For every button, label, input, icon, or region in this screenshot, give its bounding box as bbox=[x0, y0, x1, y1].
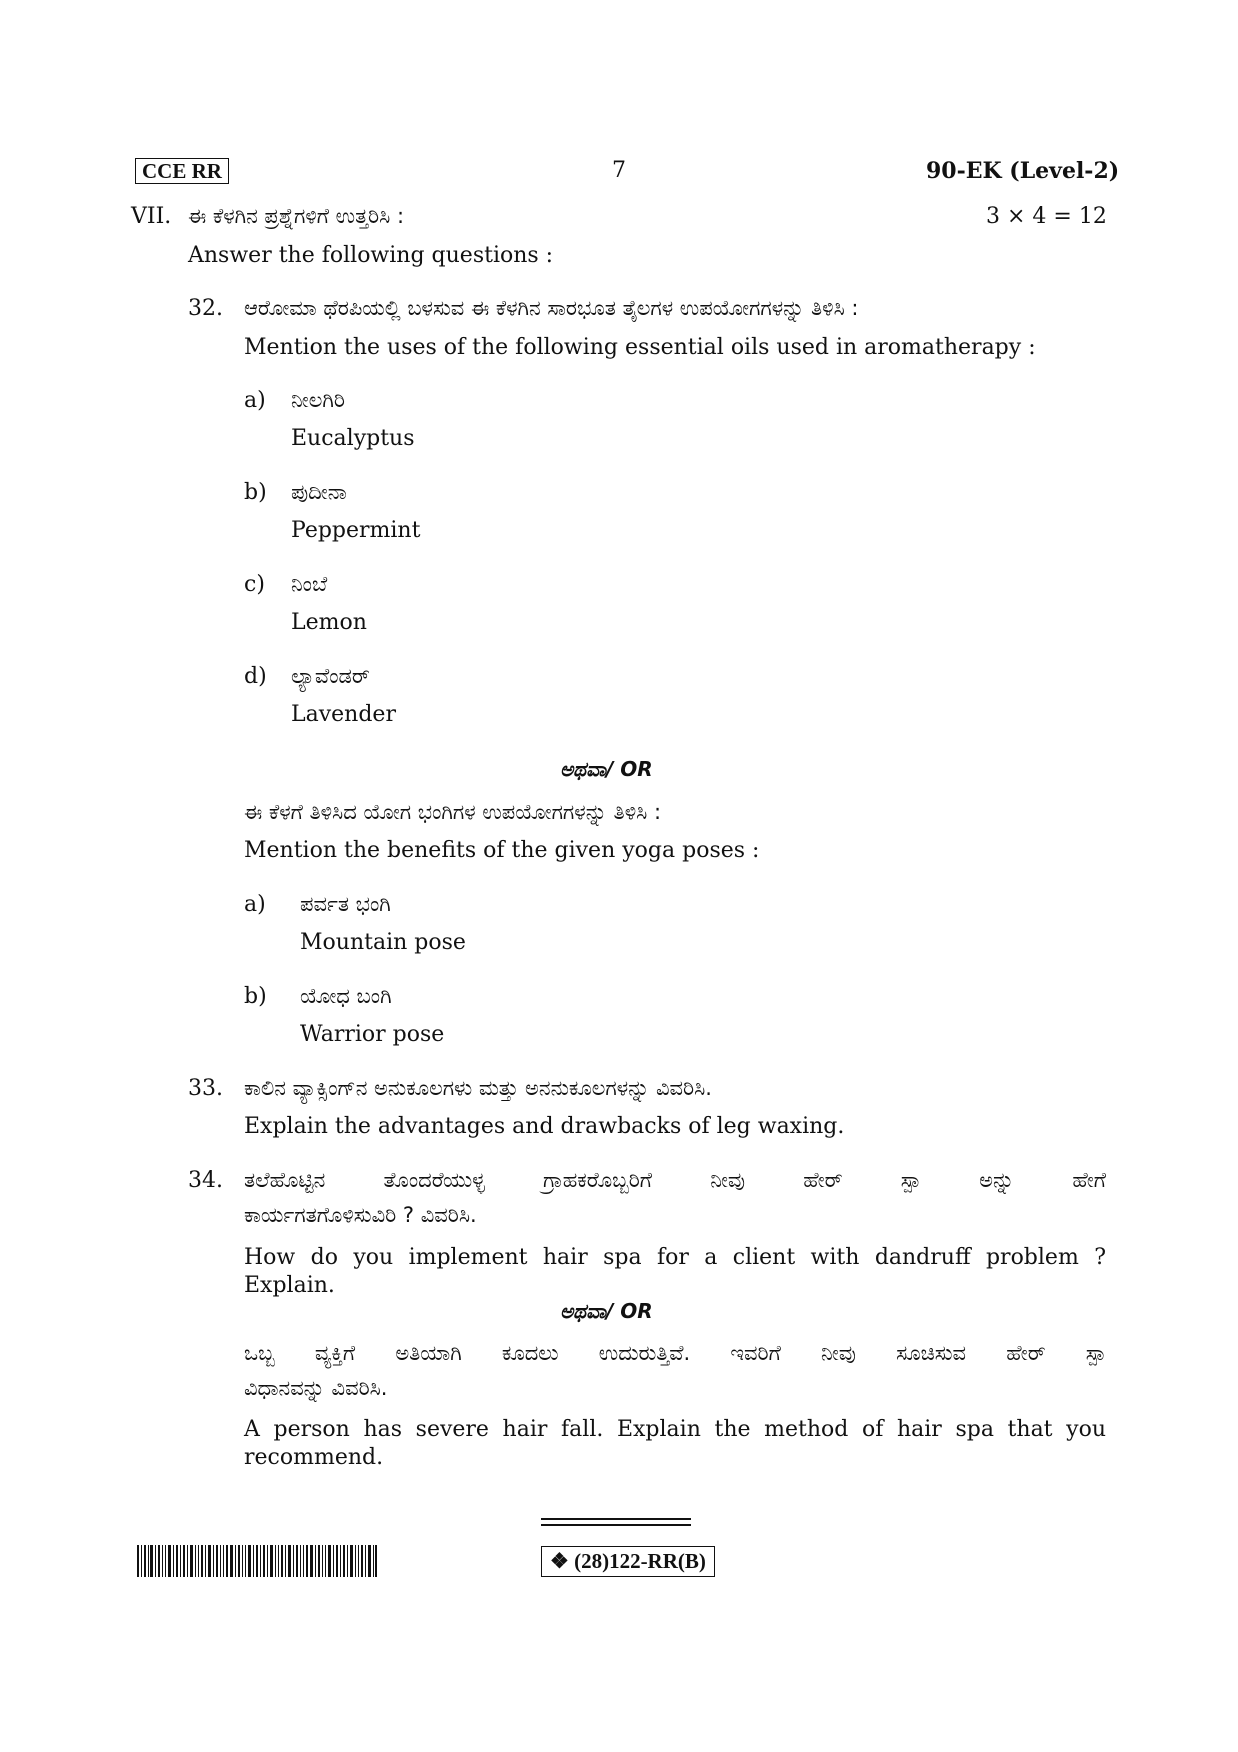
diamond-icon: ❖ bbox=[550, 1549, 569, 1573]
q32-number: 32. bbox=[188, 296, 223, 321]
q33-text-kn: ಕಾಲಿನ ವ್ಯಾಕ್ಸಿಂಗ್‌ನ ಅನುಕೂಲಗಳು ಮತ್ತು ಅನನುಕೂಲಗಳನ್ನು ವಿವರಿಸಿ. bbox=[244, 1076, 712, 1100]
q32-alt-item-kn: ಪರ್ವತ ಭಂಗಿ bbox=[300, 892, 391, 916]
q32-item-kn: ನಿಂಬೆ bbox=[291, 572, 328, 596]
q34-text-en-line1: How do you implement hair spa for a client with dandruff problem ? bbox=[244, 1245, 1106, 1270]
q32-item-kn: ಲ್ಯಾವೆಂಡರ್ bbox=[291, 664, 370, 688]
footer-code: (28)122-RR(B) bbox=[574, 1549, 706, 1573]
or-separator: ಅಥವಾ/ OR bbox=[560, 1299, 653, 1323]
q32-alt-item-label: a) bbox=[244, 892, 266, 917]
q32-item-label: d) bbox=[244, 664, 267, 689]
q32-alt-text-kn: ಈ ಕೆಳಗೆ ತಿಳಿಸಿದ ಯೋಗ ಭಂಗಿಗಳ ಉಪಯೋಗಗಳನ್ನು ತಿಳಿಸಿ : bbox=[244, 800, 662, 824]
header-left-box: CCE RR bbox=[135, 158, 229, 184]
q33-number: 33. bbox=[188, 1076, 223, 1101]
q32-text-kn: ಆರೋಮಾ ಥೆರಪಿಯಲ್ಲಿ ಬಳಸುವ ಈ ಕೆಳಗಿನ ಸಾರಭೂತ ತೈಲಗಳ ಉಪಯೋಗಗಳನ್ನು ತಿಳಿಸಿ : bbox=[244, 296, 859, 320]
q32-item-en: Eucalyptus bbox=[291, 426, 415, 451]
q34-alt-text-kn-line2: ವಿಧಾನವನ್ನು ವಿವರಿಸಿ. bbox=[244, 1376, 388, 1400]
section-roman: VII. bbox=[131, 204, 172, 229]
barcode-image bbox=[137, 1545, 377, 1577]
end-rule-top bbox=[541, 1518, 691, 1520]
q32-item-label: a) bbox=[244, 388, 266, 413]
q32-alt-item-kn: ಯೋಧ ಬಂಗಿ bbox=[300, 984, 392, 1008]
q34-text-kn-line2: ಕಾರ್ಯಗತಗೊಳಿಸುವಿರಿ ? ವಿವರಿಸಿ. bbox=[244, 1203, 477, 1227]
q34-alt-text-kn-line1: ಒಬ್ಬ ವ್ಯಕ್ತಿಗೆ ಅತಿಯಾಗಿ ಕೂದಲು ಉದುರುತ್ತಿವೆ. ಇವರಿಗೆ ನೀವು ಸೂಚಿಸುವ ಹೇರ್ ಸ್ಪಾ bbox=[244, 1341, 1106, 1365]
section-title-kn: ಈ ಕೆಳಗಿನ ಪ್ರಶ್ನೆಗಳಿಗೆ ಉತ್ತರಿಸಿ : bbox=[188, 204, 405, 228]
q32-item-label: c) bbox=[244, 572, 265, 597]
section-title-en: Answer the following questions : bbox=[188, 243, 554, 268]
header-right-code: 90-EK (Level-2) bbox=[926, 158, 1120, 184]
footer-code-box bbox=[541, 1546, 715, 1577]
q32-item-label: b) bbox=[244, 480, 267, 505]
q32-alt-item-en: Warrior pose bbox=[300, 1022, 445, 1047]
q34-alt-text-en-line2: recommend. bbox=[244, 1445, 384, 1470]
or-separator: ಅಥವಾ/ OR bbox=[560, 757, 653, 781]
q32-text-en: Mention the uses of the following essential oils used in aromatherapy : bbox=[244, 335, 1036, 360]
q32-alt-item-label: b) bbox=[244, 984, 267, 1009]
q32-alt-text-en: Mention the benefits of the given yoga poses : bbox=[244, 838, 760, 863]
q32-alt-item-en: Mountain pose bbox=[300, 930, 466, 955]
q32-item-en: Lavender bbox=[291, 702, 396, 727]
page-number: 7 bbox=[612, 158, 626, 183]
q32-item-kn: ನೀಲಗಿರಿ bbox=[291, 388, 345, 412]
q32-item-en: Peppermint bbox=[291, 518, 421, 543]
q32-item-en: Lemon bbox=[291, 610, 367, 635]
q34-text-kn-line1: ತಲೆಹೊಟ್ಟಿನ ತೊಂದರೆಯುಳ್ಳ ಗ್ರಾಹಕರೊಬ್ಬರಿಗೆ ನೀವು ಹೇರ್ ಸ್ಪಾ ಅನ್ನು ಹೇಗೆ bbox=[244, 1168, 1106, 1192]
section-marks: 3 × 4 = 12 bbox=[986, 204, 1107, 229]
q34-alt-text-en-line1: A person has severe hair fall. Explain the method of hair spa that you bbox=[244, 1417, 1106, 1442]
end-rule-bottom bbox=[541, 1524, 691, 1526]
q32-item-kn: ಪುದೀನಾ bbox=[291, 480, 347, 504]
q34-text-en-line2: Explain. bbox=[244, 1273, 335, 1298]
q33-text-en: Explain the advantages and drawbacks of leg waxing. bbox=[244, 1114, 845, 1139]
q34-number: 34. bbox=[188, 1168, 223, 1193]
